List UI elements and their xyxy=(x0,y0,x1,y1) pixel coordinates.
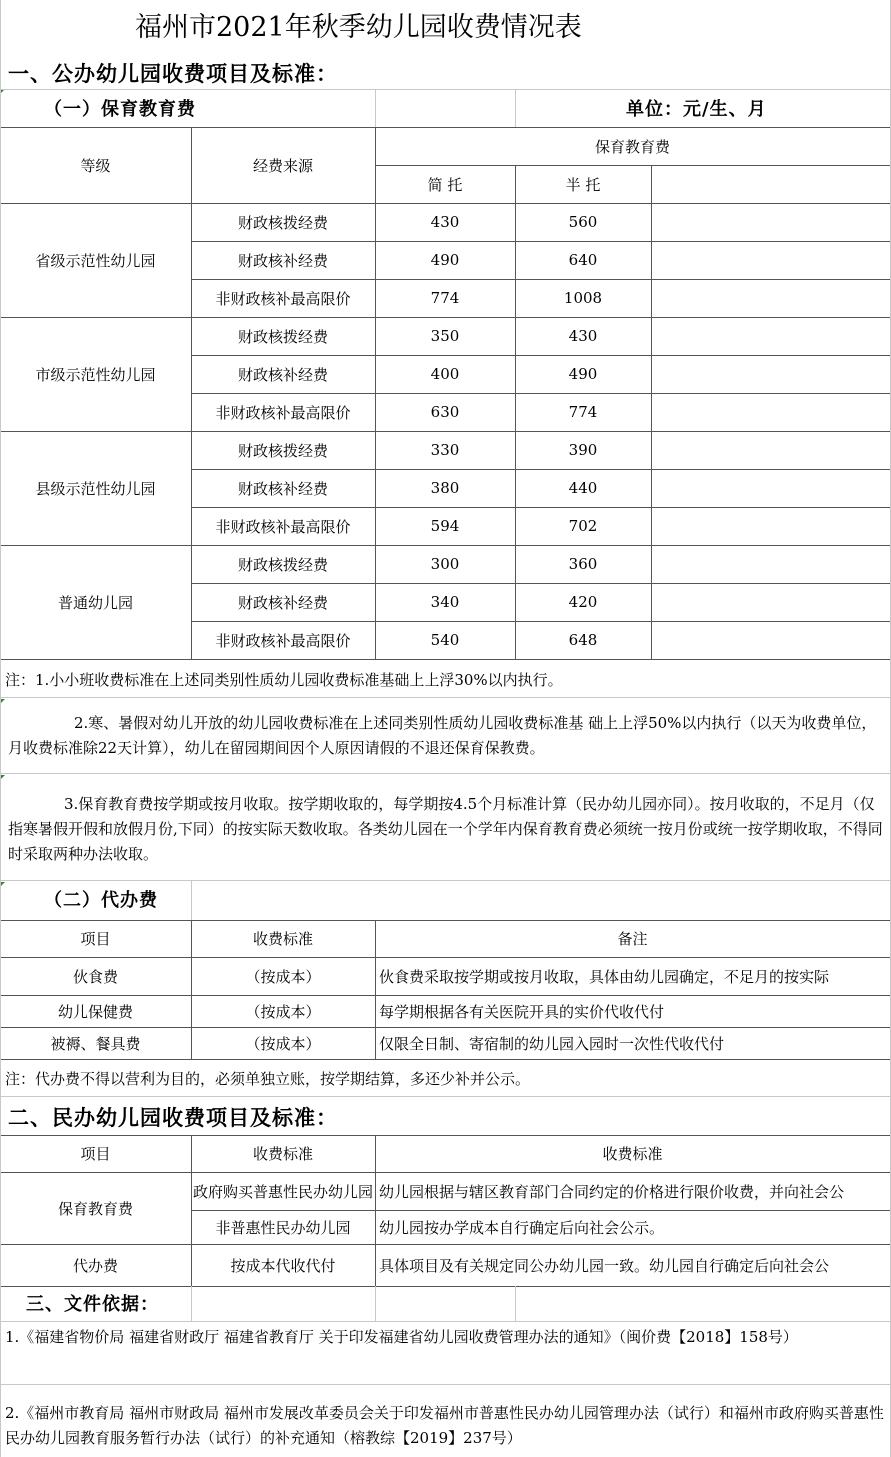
note-2: 2.寒、暑假对幼儿开放的幼儿园收费标准在上述同类别性质幼儿园收费标准基 础上上浮50%以内执行（以天为收费单位，月收费标准除22天计算），幼儿在留园期间因个人原因请假的不退还保育保教费。 xyxy=(8,714,877,757)
grid-line xyxy=(191,241,890,242)
private-tuition-remark: 幼儿园按办学成本自行确定后向社会公示。 xyxy=(379,1218,665,1237)
fee-bantuo: 420 xyxy=(568,593,598,611)
fund-source: 非财政核补最高限价 xyxy=(215,631,351,650)
grid-line xyxy=(0,957,891,958)
grid-line xyxy=(0,1286,891,1287)
fund-source: 财政核拨经费 xyxy=(237,555,328,574)
group-name: 省级示范性幼儿园 xyxy=(35,251,156,270)
header-source: 经费来源 xyxy=(252,156,313,175)
header-item: 项目 xyxy=(80,930,111,948)
agency-standard: （按成本） xyxy=(245,1034,321,1053)
private-tuition-standard: 政府购买普惠性民办幼儿园 xyxy=(192,1182,373,1201)
header-standard: 收费标准 xyxy=(252,930,313,948)
fund-source: 财政核拨经费 xyxy=(237,213,328,232)
grid-line xyxy=(0,431,891,432)
agency-standard: （按成本） xyxy=(245,1002,321,1021)
fee-jiantuo: 430 xyxy=(430,213,460,231)
agency-item: 被褥、餐具费 xyxy=(50,1034,141,1053)
fund-source: 财政核补经费 xyxy=(237,365,328,384)
grid-line xyxy=(375,127,376,659)
fee-bantuo: 648 xyxy=(568,631,598,649)
fee-jiantuo: 350 xyxy=(430,327,460,345)
grid-line xyxy=(0,127,891,128)
fee-bantuo: 560 xyxy=(568,213,598,231)
grid-line xyxy=(375,165,890,166)
grid-line xyxy=(0,317,891,318)
private-header-item: 项目 xyxy=(80,1145,111,1163)
note-3: 3.保育教育费按学期或按月收取。按学期收取的，每学期按4.5个月标准计算（民办幼儿园亦同）。按月收取的，不足月（仅指寒暑假开假和放假月份,下同）的按实际天数收取。各类幼儿园在一个学年内保育教育费必须统一按月份或统一按学期收取，不得同时采取两种办法收取。 xyxy=(8,795,883,863)
agency-item: 伙食费 xyxy=(72,967,118,986)
sub2-heading: （二）代办费 xyxy=(44,890,158,911)
header-bantuo: 半 托 xyxy=(565,175,601,194)
grid-line xyxy=(0,1027,891,1028)
private-header-standard: 收费标准 xyxy=(252,1145,313,1163)
section2-heading: 二、民办幼儿园收费项目及标准： xyxy=(8,1105,338,1130)
grid-line xyxy=(191,279,890,280)
grid-line xyxy=(375,1135,376,1286)
grid-line xyxy=(0,995,891,996)
private-header-remark: 收费标准 xyxy=(602,1145,663,1163)
grid-line xyxy=(191,393,890,394)
group-name: 普通幼儿园 xyxy=(57,593,133,612)
fee-jiantuo: 774 xyxy=(430,289,460,307)
fee-bantuo: 490 xyxy=(568,365,598,383)
doc-2: 2.《福州市教育局 福州市财政局 福州市发展改革委员会关于印发福州市普惠性民办幼儿园管理办法（试行）和福州市政府购买普惠性民办幼儿园教育服务暂行办法（试行）的补充通知（榕教综【2019】237号） xyxy=(5,1404,884,1447)
fee-jiantuo: 330 xyxy=(430,441,460,459)
grid-line xyxy=(191,1135,192,1286)
fee-bantuo: 360 xyxy=(568,555,598,573)
fund-source: 财政核补经费 xyxy=(237,593,328,612)
grid-line xyxy=(515,165,516,659)
grid-line xyxy=(0,1059,891,1060)
fee-jiantuo: 400 xyxy=(430,365,460,383)
fund-source: 财政核补经费 xyxy=(237,251,328,270)
private-tuition-remark: 幼儿园根据与辖区教育部门合同约定的价格进行限价收费，并向社会公 xyxy=(379,1182,845,1201)
grid-line xyxy=(191,583,890,584)
private-tuition-standard: 非普惠性民办幼儿园 xyxy=(215,1218,351,1237)
fund-source: 非财政核补最高限价 xyxy=(215,517,351,536)
agency-fee-note: 注：代办费不得以营利为目的，必须单独立账，按学期结算，多还少补并公示。 xyxy=(5,1070,531,1088)
grid-line xyxy=(0,659,891,660)
private-agency-item: 代办费 xyxy=(72,1256,118,1275)
fee-jiantuo: 300 xyxy=(430,555,460,573)
header-fee: 保育教育费 xyxy=(594,137,670,156)
grid-line xyxy=(0,1244,891,1245)
fee-jiantuo: 340 xyxy=(430,593,460,611)
private-tuition-item: 保育教育费 xyxy=(57,1199,133,1218)
grid-line xyxy=(0,920,891,921)
fee-jiantuo: 380 xyxy=(430,479,460,497)
grid-line xyxy=(191,920,192,1059)
note-1: 注：1.小小班收费标准在上述同类别性质幼儿园收费标准基础上上浮30%以内执行。 xyxy=(5,671,563,689)
fee-bantuo: 440 xyxy=(568,479,598,497)
agency-remark: 仅限全日制、寄宿制的幼儿园入园时一次性代收代付 xyxy=(379,1034,725,1053)
fee-jiantuo: 594 xyxy=(430,517,460,535)
grid-line xyxy=(0,545,891,546)
fund-source: 财政核拨经费 xyxy=(237,327,328,346)
header-level: 等级 xyxy=(80,156,111,175)
grid-line xyxy=(651,165,652,659)
grid-line xyxy=(0,203,891,204)
grid-line xyxy=(191,621,890,622)
fee-bantuo: 430 xyxy=(568,327,598,345)
private-agency-remark: 具体项目及有关规定同公办幼儿园一致。幼儿园自行确定后向社会公 xyxy=(379,1256,830,1275)
fee-jiantuo: 630 xyxy=(430,403,460,421)
fee-bantuo: 1008 xyxy=(563,289,603,307)
fund-source: 非财政核补最高限价 xyxy=(215,289,351,308)
fee-jiantuo: 490 xyxy=(430,251,460,269)
group-name: 市级示范性幼儿园 xyxy=(35,365,156,384)
agency-remark: 伙食费采取按学期或按月收取，具体由幼儿园确定，不足月的按实际 xyxy=(379,967,830,986)
fee-bantuo: 774 xyxy=(568,403,598,421)
grid-line xyxy=(375,920,376,1059)
agency-remark: 每学期根据各有关医院开具的实价代收代付 xyxy=(379,1002,665,1021)
grid-line xyxy=(0,1172,891,1173)
grid-line xyxy=(191,469,890,470)
fee-bantuo: 390 xyxy=(568,441,598,459)
grid-line xyxy=(191,127,192,659)
fund-source: 财政核补经费 xyxy=(237,479,328,498)
grid-line xyxy=(191,355,890,356)
sub1-heading: （一）保育教育费 xyxy=(44,99,196,120)
fund-source: 财政核拨经费 xyxy=(237,441,328,460)
grid-line xyxy=(0,1135,891,1136)
agency-standard: （按成本） xyxy=(245,967,321,986)
agency-item: 幼儿保健费 xyxy=(57,1002,133,1021)
header-remark: 备注 xyxy=(617,930,648,948)
fee-bantuo: 640 xyxy=(568,251,598,269)
page-title: 福州市2021年秋季幼儿园收费情况表 xyxy=(135,12,582,43)
group-name: 县级示范性幼儿园 xyxy=(35,479,156,498)
section1-heading: 一、公办幼儿园收费项目及标准： xyxy=(8,61,338,86)
fee-jiantuo: 540 xyxy=(430,631,460,649)
grid-line xyxy=(191,507,890,508)
fee-bantuo: 702 xyxy=(568,517,598,535)
header-jiantuo: 简 托 xyxy=(427,175,463,194)
grid-line xyxy=(191,1210,890,1211)
unit-label: 单位：元/生、月 xyxy=(626,99,767,120)
fund-source: 非财政核补最高限价 xyxy=(215,403,351,422)
section3-heading: 三、文件依据： xyxy=(26,1294,159,1315)
doc-1: 1.《福建省物价局 福建省财政厅 福建省教育厅 关于印发福建省幼儿园收费管理办法的通知》（闽价费【2018】158号） xyxy=(5,1328,798,1346)
private-agency-standard: 按成本代收代付 xyxy=(230,1256,336,1275)
